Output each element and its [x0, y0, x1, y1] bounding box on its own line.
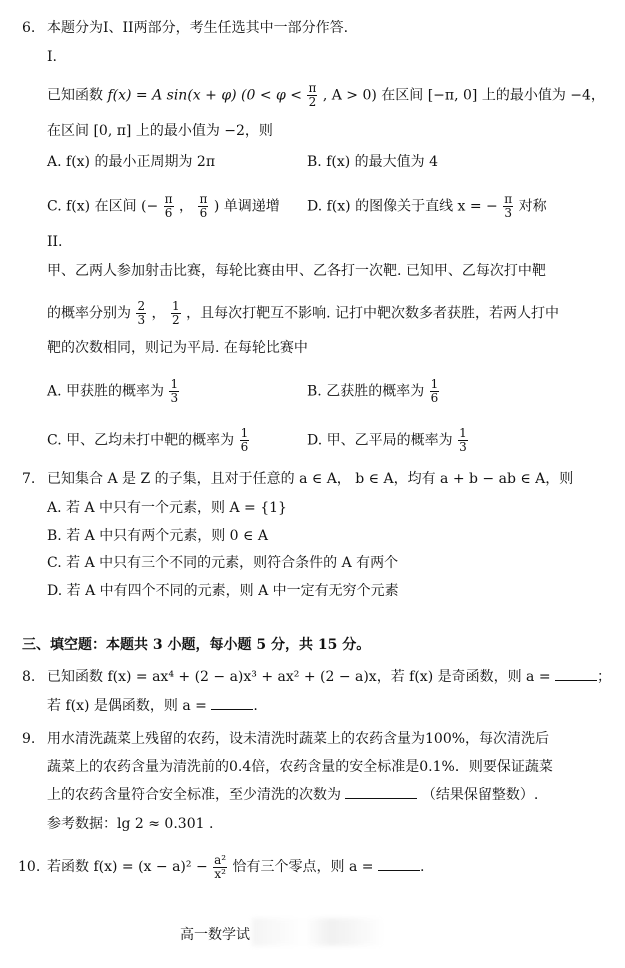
fraction-1-over-6 [430, 378, 440, 405]
q6-part1-stem-prefix: 已知函数 [47, 87, 103, 104]
q10-stem-prefix: 若函数 f(x) = (x − a)² − [47, 859, 208, 875]
question-10-number: 10. [18, 859, 41, 875]
answer-blank-even[interactable] [211, 709, 253, 710]
q6-part1-stem-line2: 在区间 [0, π] 上的最小值为 −2，则 [47, 123, 273, 139]
fraction-denominator: 3 [459, 440, 467, 454]
q7-option-b: B. 若 A 中只有两个元素，则 0 ∈ A [47, 528, 268, 544]
question-6-number: 6. [22, 20, 36, 36]
fraction-1-over-3 [458, 427, 468, 454]
fraction-denominator: 3 [137, 313, 146, 327]
question-8-line1 [47, 668, 611, 686]
fraction-numerator: 1 [170, 377, 179, 391]
q6-part1-stem-suffix: , A > 0) 在区间 [−π, 0] 上的最小值为 −4， [322, 87, 605, 104]
part-2-label: II. [47, 234, 63, 250]
fraction-numerator: 1 [459, 426, 467, 440]
fraction-numerator: a² [214, 852, 227, 867]
q6-part1-stem-line1 [47, 82, 605, 109]
question-10-stem [47, 852, 424, 882]
answer-blank-a[interactable] [378, 870, 420, 871]
stem2-prefix: 的概率分别为 [47, 305, 131, 322]
fraction-denominator: 6 [164, 206, 173, 220]
q6-part1-option-d [307, 193, 547, 220]
fraction-1-over-3 [169, 378, 179, 405]
q6-part2-stem-line1: 甲、乙两人参加射击比赛，每轮比赛由甲、乙各打一次靶. 已知甲、乙每次打中靶 [47, 263, 546, 279]
fraction-denominator: 6 [240, 440, 249, 454]
option-a-text: A. 甲获胜的概率为 [47, 383, 165, 400]
fraction-2-over-3 [136, 300, 146, 327]
fraction-denominator: 2 [172, 313, 180, 327]
q6-part1-option-b: B. f(x) 的最大值为 4 [307, 154, 438, 170]
stem2-comma: ， [151, 305, 166, 322]
q8-line1-end: ； [597, 669, 612, 685]
q10-stem-suffix: 恰有三个零点，则 a = [232, 859, 374, 875]
fraction-numerator: π [164, 192, 173, 206]
q6-part2-option-d [307, 427, 469, 454]
q6-part2-option-c [47, 427, 250, 454]
fraction-numerator: π [199, 192, 208, 206]
q9-line3-suffix: （结果保留整数）. [421, 787, 539, 803]
q6-part2-stem-line2 [47, 300, 559, 327]
fraction-1-over-2 [171, 300, 181, 327]
q7-option-a: A. 若 A 中只有一个元素，则 A = {1} [47, 500, 287, 516]
stem2-suffix: ，且每次打靶互不影响. 记打中靶次数多者获胜，若两人打中 [186, 305, 559, 322]
fraction-numerator: π [308, 81, 317, 95]
question-6-intro: 本题分为I、II两部分，考生任选其中一部分作答. [47, 20, 349, 36]
fraction-pi-over-3 [503, 193, 513, 220]
fraction-denominator: 3 [170, 391, 179, 405]
part-1-label: I. [47, 49, 57, 65]
option-d-suffix: 对称 [518, 198, 547, 215]
q6-part1-option-a: A. f(x) 的最小正周期为 2π [47, 154, 216, 170]
section-3-title: 三、填空题：本题共 3 小题，每小题 5 分，共 15 分。 [22, 637, 371, 653]
q9-line3-prefix: 上的农药含量符合安全标准，至少清洗的次数为 [47, 787, 341, 803]
q6-part2-option-a [47, 378, 180, 405]
option-c-comma: ， [179, 198, 194, 215]
q10-stem-end: . [419, 859, 425, 875]
q8-line2-end: . [253, 698, 258, 714]
page-footer: 高一数学试 [180, 927, 250, 943]
fraction-pi-over-6 [198, 193, 208, 220]
fraction-numerator: 2 [137, 299, 146, 313]
fraction-pi-over-2 [307, 82, 317, 109]
q6-part1-option-c [47, 193, 280, 220]
question-9-number: 9. [22, 731, 36, 747]
q6-part2-option-b [307, 378, 440, 405]
fraction-numerator: 1 [172, 299, 180, 313]
fraction-a2-over-x2 [213, 854, 227, 881]
q8-line2-text: 若 f(x) 是偶函数，则 a = [47, 698, 207, 714]
fraction-1-over-6 [240, 427, 250, 454]
question-9-reference-data: 参考数据：lg 2 ≈ 0.301 . [47, 816, 214, 832]
q6-part1-function: f(x) = A sin(x + φ) (0 < φ < [107, 87, 303, 104]
option-c-suffix: ) 单调递增 [213, 198, 280, 215]
fraction-denominator: 6 [199, 206, 208, 220]
question-8-line2 [47, 697, 258, 715]
fraction-denominator: 6 [430, 391, 439, 405]
fraction-numerator: 1 [430, 377, 439, 391]
question-9-line1: 用水清洗蔬菜上残留的农药，设未清洗时蔬菜上的农药含量为100%，每次清洗后 [47, 731, 550, 747]
question-9-line2: 蔬菜上的农药含量为清洗前的0.4倍，农药含量的安全标准是0.1%．则要保证蔬菜 [47, 759, 553, 775]
option-c-prefix: C. f(x) 在区间 (− [47, 198, 159, 215]
option-b-text: B. 乙获胜的概率为 [307, 383, 425, 400]
fraction-numerator: π [504, 192, 513, 206]
fraction-denominator: x² [214, 866, 226, 881]
fraction-numerator: 1 [240, 426, 249, 440]
fraction-pi-over-6-neg [164, 193, 174, 220]
fraction-denominator: 2 [308, 95, 317, 109]
answer-blank-odd[interactable] [555, 680, 597, 681]
answer-blank-wash-count[interactable] [345, 798, 417, 799]
fraction-denominator: 3 [504, 206, 513, 220]
question-7-stem: 已知集合 A 是 Z 的子集，且对于任意的 a ∈ A， b ∈ A，均有 a + b − ab ∈ A，则 [47, 471, 574, 487]
option-c-text: C. 甲、乙均未打中靶的概率为 [47, 432, 235, 449]
q7-option-d: D. 若 A 中有四个不同的元素，则 A 中一定有无穷个元素 [47, 583, 399, 599]
q6-part2-stem-line3: 靶的次数相同，则记为平局. 在每轮比赛中 [47, 340, 308, 356]
question-9-line3 [47, 786, 538, 804]
q7-option-c: C. 若 A 中只有三个不同的元素，则符合条件的 A 有两个 [47, 555, 399, 571]
option-d-text: D. 甲、乙平局的概率为 [307, 432, 453, 449]
watermark-smudge [252, 918, 384, 946]
question-7-number: 7. [22, 471, 36, 487]
question-8-number: 8. [22, 669, 36, 685]
q8-line1-text: 已知函数 f(x) = ax⁴ + (2 − a)x³ + ax² + (2 − a)x，若 f(x) 是奇函数，则 a = [47, 669, 551, 685]
option-d-prefix: D. f(x) 的图像关于直线 x = − [307, 198, 498, 215]
